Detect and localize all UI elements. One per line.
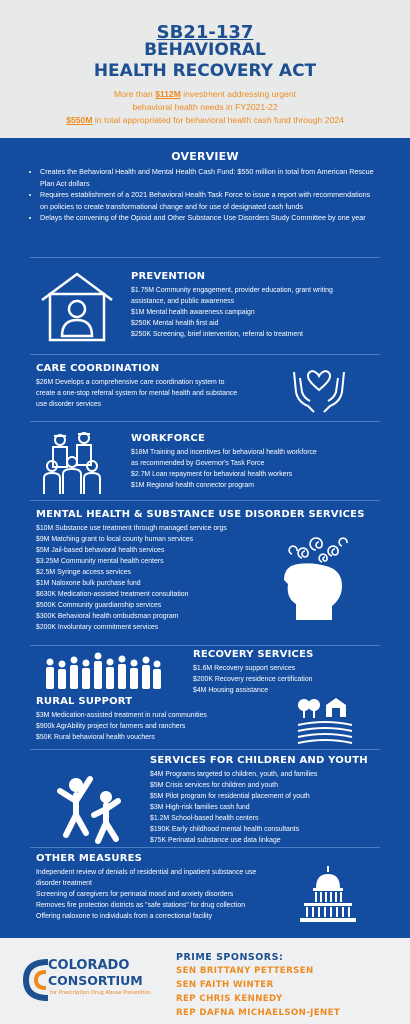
content-panel [0,138,410,938]
subtitle-amount-112m: $112M [155,89,181,99]
divider [30,257,380,258]
divider [30,749,380,750]
children-icon [52,771,128,845]
title-line-1: BEHAVIORAL [144,40,266,60]
mhsud-line: $2.5M Syringe access services [36,569,131,576]
mhsud-line: $5M Jail-based behavioral health services [36,547,165,554]
sponsors-title: PRIME SPONSORS: [176,952,284,963]
sponsor-name: REP CHRIS KENNEDY [176,994,283,1004]
head-swirls-icon [282,536,358,622]
subtitle-amount-550m: $550M [66,115,93,125]
overview-bullet: • Creates the Behavioral Health and Mental Health Cash Fund: $550 million in total from American Rescue Plan Act dollars [40,166,378,189]
workforce-line: as recommended by Governor's Task Force [131,460,265,467]
other-title: OTHER MEASURES [36,853,143,864]
children-line: $190K Early childhood mental health consultants [150,826,300,833]
header [0,0,410,138]
other-line: Independent review of denials of residential and inpatient substance use [36,869,257,876]
logo-text-consortium: CONSORTIUM [48,973,143,988]
mhsud-line: $300K Behavioral health ombudsman program [36,613,179,620]
care-title: CARE COORDINATION [36,363,160,374]
rural-line: $900k AgrAbility project for farmers and ranchers [36,723,186,730]
workforce-line: $18M Training and incentives for behavioral health workforce [131,449,317,456]
mhsud-line: $200K Involuntary commitment services [36,624,159,631]
rural-section [36,696,207,743]
care-line: $26M Develops a comprehensive care coordination system to [36,379,225,386]
overview-title: OVERVIEW [171,150,239,163]
rural-title: RURAL SUPPORT [36,696,133,707]
sponsor-name: REP DAFNA MICHAELSON-JENET [176,1008,341,1018]
recovery-section [193,649,314,696]
other-section [36,853,256,922]
other-line: disorder treatment [36,880,92,887]
mhsud-line: $3.25M Community mental health centers [36,558,164,565]
logo-text-colorado: COLORADO [48,958,130,973]
recovery-line: $200K Recovery residence certification [193,676,313,683]
farm-icon [296,695,354,747]
subtitle-line-3: $550M in total appropriated for behavioral health cash fund through 2024 [66,115,344,125]
care-line: create a one-stop referral system for mental health and substance [36,390,238,397]
workers-icon [40,428,104,496]
other-line: Removes fire protection districts as "safe stations" for drug collection [36,902,246,909]
overview-list [28,166,378,224]
children-line: $1.2M School-based health centers [150,815,259,822]
sponsor-name: SEN FAITH WINTER [176,980,274,990]
rural-line: $3M Medication-assisted treatment in rural communities [36,712,207,719]
page-title [0,40,410,82]
overview-section [28,166,378,224]
divider [30,500,380,501]
prevention-section [131,271,333,340]
mhsud-line: $9M Matching grant to local county human services [36,536,194,543]
mhsud-line: $500K Community guardianship services [36,602,162,609]
divider [30,421,380,422]
other-line: Offering naloxone to individuals from a correctional facility [36,913,213,920]
prevention-line: $1.75M Community engagement, provider education, grant writing [131,287,333,294]
workforce-line: $2.7M Loan repayment for behavioral health workers [131,471,293,478]
subtitle-line-2: behavioral health needs in FY2021-22 [132,102,278,112]
mhsud-line: $630K Medication-assisted treatment consultation [36,591,189,598]
workforce-title: WORKFORCE [131,433,205,444]
children-line: $5M Pilot program for residential placement of youth [150,793,310,800]
overview-bullet: • Requires establishment of a 2021 Behavioral Health Task Force to issue a report with recommendations on policies to create transformational change and for use of designated cash funds [40,189,378,212]
crowd-icon [44,650,162,690]
rural-line: $50K Rural behavioral health vouchers [36,734,155,741]
children-line: $5M Crisis services for children and youth [150,782,278,789]
divider [30,645,380,646]
workforce-section [131,433,317,491]
divider [30,847,380,848]
logo-tagline: for Prescription Drug Abuse Prevention [50,990,151,996]
prevention-title: PREVENTION [131,271,206,282]
mhsud-line: $10M Substance use treatment through managed service orgs [36,525,227,532]
care-section [36,363,237,410]
capitol-icon [300,866,356,924]
other-line: Screening of caregivers for perinatal mood and anxiety disorders [36,891,234,898]
footer [0,938,410,1024]
workforce-line: $1M Regional health connector program [131,482,254,489]
sponsor-name: SEN BRITTANY PETTERSEN [176,966,314,976]
children-line: $3M High-risk families cash fund [150,804,250,811]
prevention-line: $250K Mental health first aid [131,320,219,327]
prevention-line: $250K Screening, brief intervention, referral to treatment [131,331,303,338]
children-title: SERVICES FOR CHILDREN AND YOUTH [150,755,368,766]
mhsud-title: MENTAL HEALTH & SUBSTANCE USE DISORDER SERVICES [36,509,365,520]
overview-bullet: • Delays the convening of the Opioid and Other Substance Use Disorders Study Committee by one year [40,212,378,224]
bill-number: SB21-137 [156,22,254,43]
children-line: $4M Programs targeted to children, youth, and families [150,771,318,778]
subtitle-line-1: More than $112M investment addressing urgent [113,89,297,99]
hands-heart-icon [290,364,348,414]
recovery-line: $4M Housing assistance [193,687,269,694]
title-line-2: HEALTH RECOVERY ACT [93,61,317,81]
recovery-title: RECOVERY SERVICES [193,649,314,660]
recovery-line: $1.6M Recovery support services [193,665,296,672]
children-line: $75K Perinatal substance use data linkage [150,837,281,844]
care-line: use disorder services [36,401,102,408]
house-person-icon [40,272,114,342]
prevention-line: assistance, and public awareness [131,298,235,305]
mhsud-line: $1M Naloxone bulk purchase fund [36,580,141,587]
children-section [150,755,368,846]
prevention-line: $1M Mental health awareness campaign [131,309,255,316]
divider [30,354,380,355]
